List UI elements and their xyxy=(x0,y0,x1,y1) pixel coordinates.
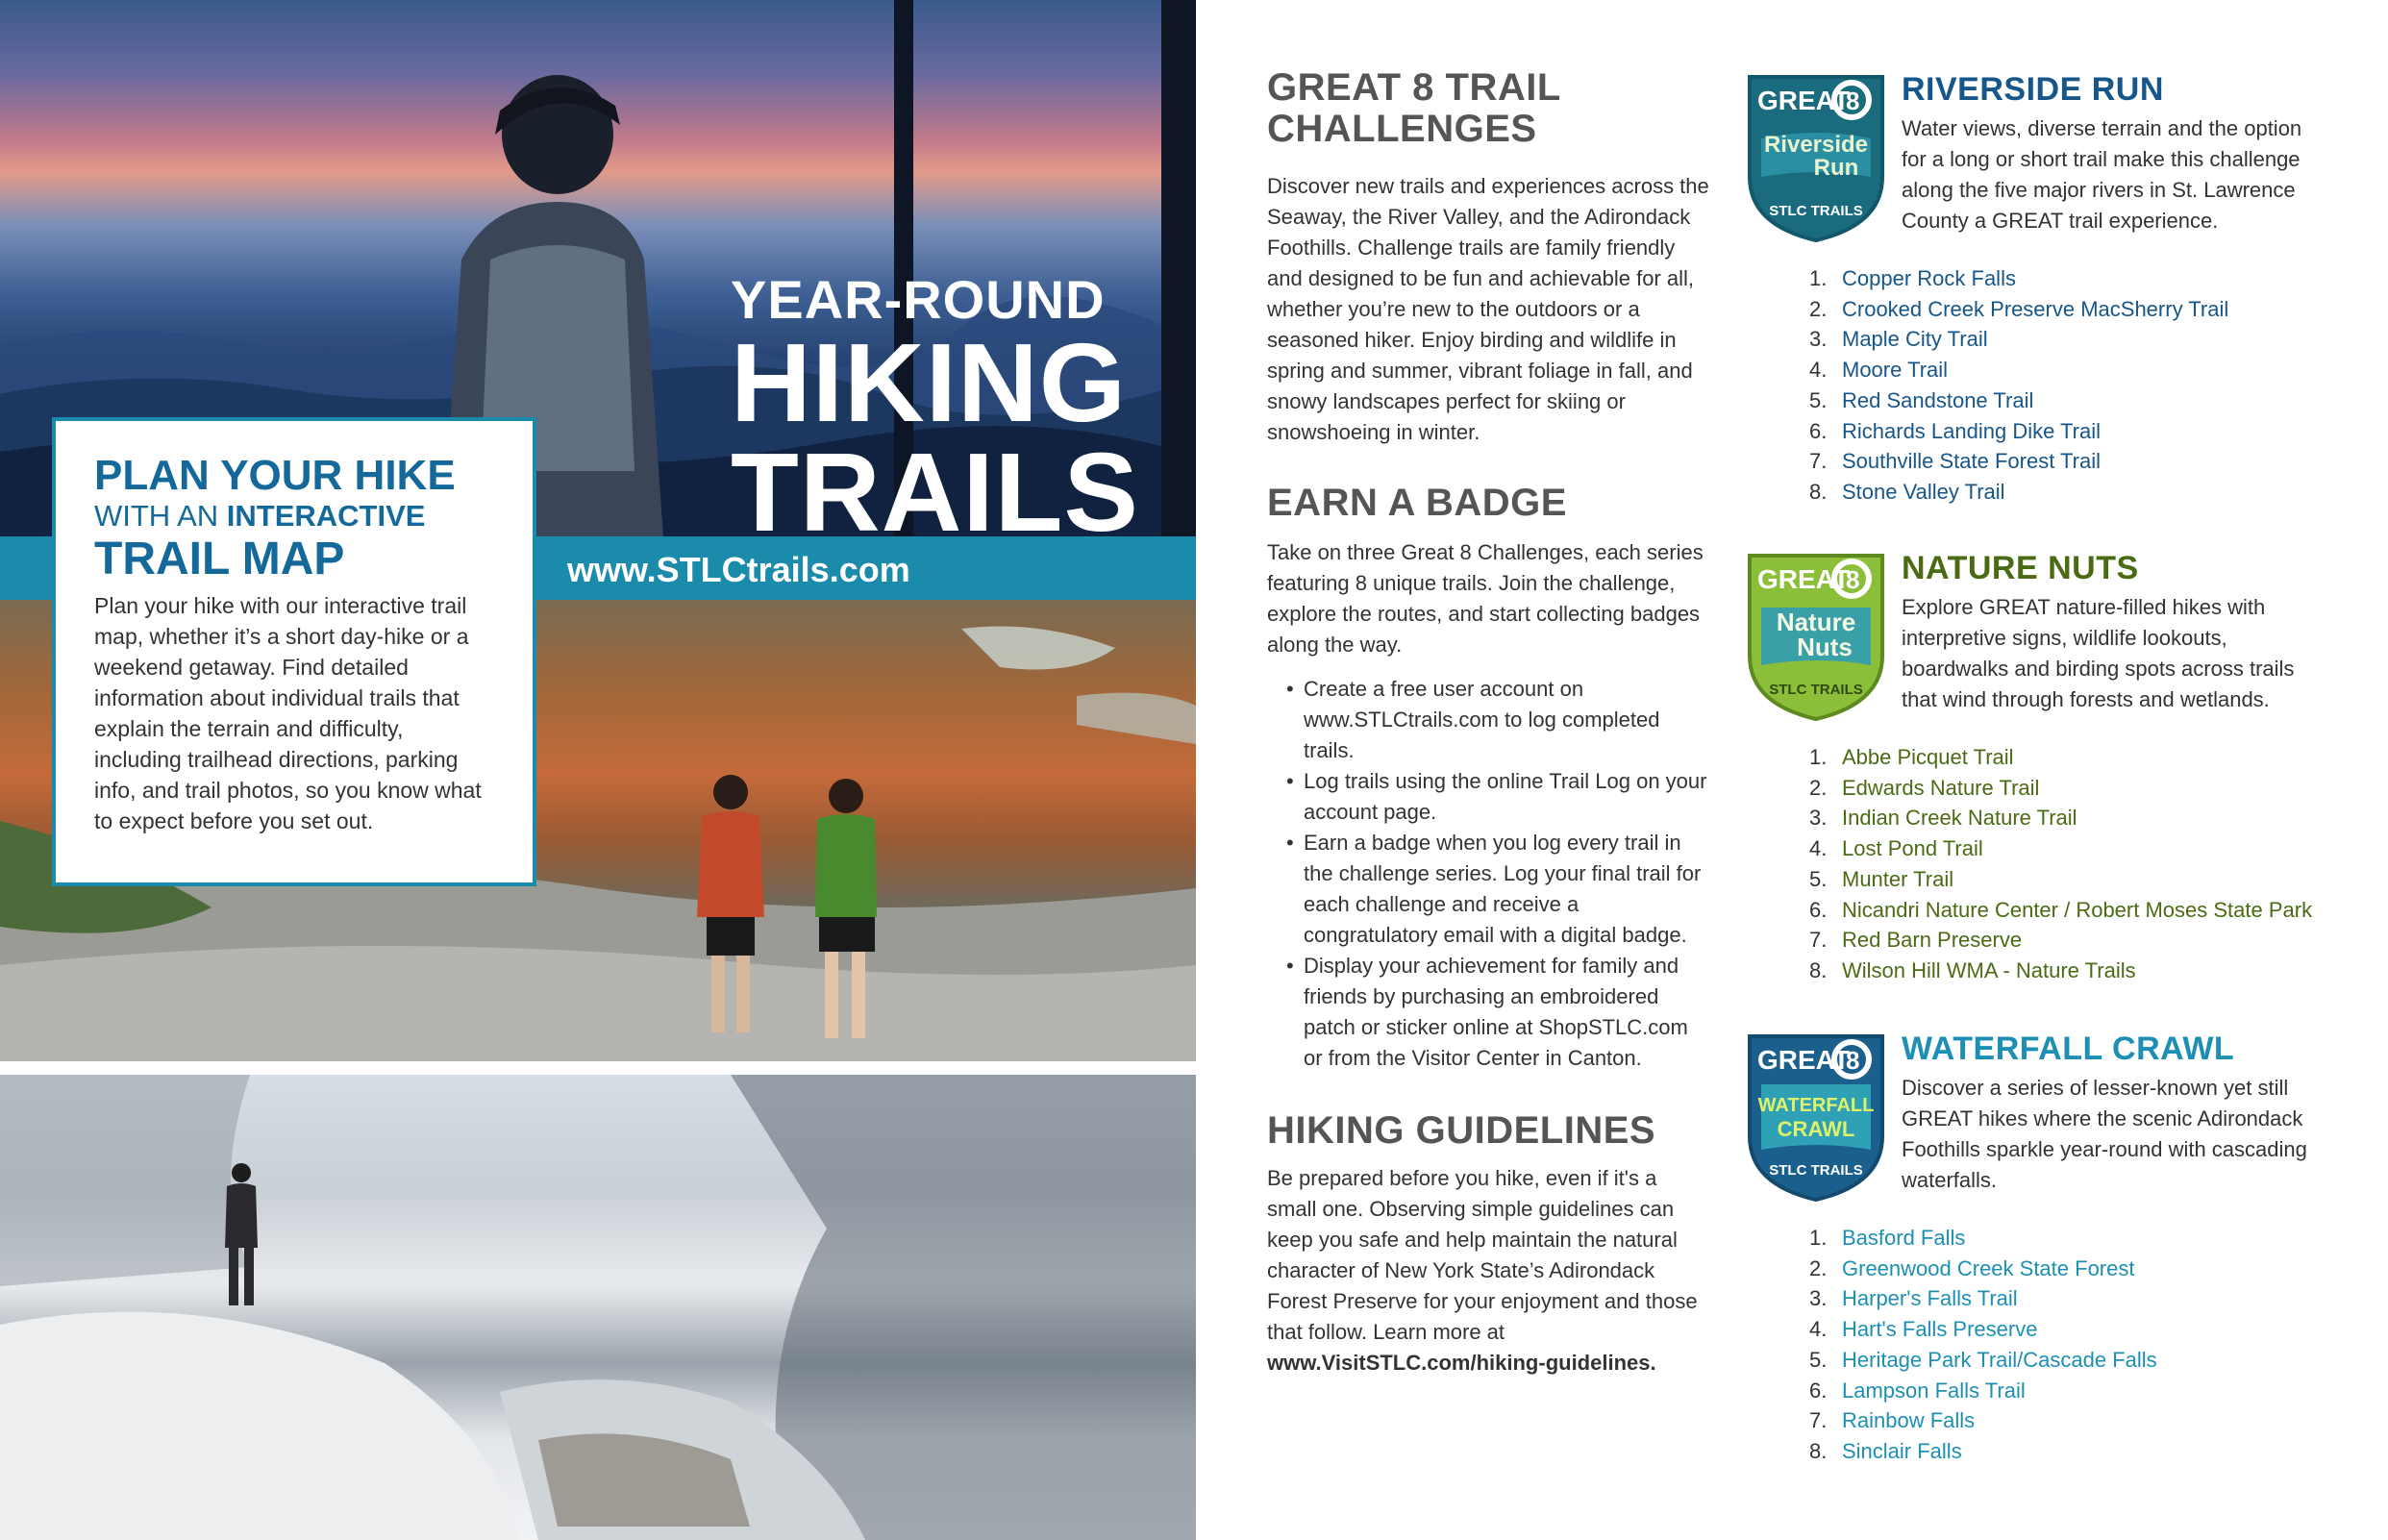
badge-text-top: GREAT xyxy=(1757,1045,1850,1075)
waterfall-crawl-description: Discover a series of lesser-known yet still GREAT hikes where the scenic Adirondack Foothills sparkle year-round with cascading waterfalls. xyxy=(1902,1076,2307,1192)
plan-subheading xyxy=(94,498,494,534)
website-url-link[interactable]: www.STLCtrails.com xyxy=(567,550,910,589)
list-item: • Display your achievement for family and friends by purchasing an embroidered patch or sticker online at ShopSTLC.com or from the Visitor Center in Canton. xyxy=(1267,951,1709,1074)
hiking-guidelines-link[interactable]: www.VisitSTLC.com/hiking-guidelines. xyxy=(1267,1351,1656,1375)
photo-divider xyxy=(0,1061,1196,1075)
great8-title-line2: CHALLENGES xyxy=(1267,108,1537,150)
hiking-guidelines-title: HIKING GUIDELINES xyxy=(1267,1109,1656,1152)
nature-nuts-badge-icon xyxy=(1744,550,1888,723)
trail-name[interactable]: Nicandri Nature Center / Robert Moses State Park xyxy=(1842,897,2313,922)
info-column xyxy=(1267,67,1709,1379)
badge-name-line2: Nuts xyxy=(1797,633,1853,661)
list-item[interactable]: 5. Heritage Park Trail/Cascade Falls xyxy=(1809,1347,2157,1372)
trail-name[interactable]: Moore Trail xyxy=(1842,358,1949,383)
hikers-figures xyxy=(673,773,923,1061)
trail-name[interactable]: Richards Landing Dike Trail xyxy=(1842,418,2102,443)
trail-name[interactable]: Crooked Creek Preserve MacSherry Trail xyxy=(1842,296,2229,321)
badge-number: 8 xyxy=(1846,87,1860,115)
great8-title-line1: GREAT 8 TRAIL xyxy=(1267,66,1561,109)
trail-name[interactable]: Wilson Hill WMA - Nature Trails xyxy=(1842,957,2136,982)
riverside-run-badge-icon xyxy=(1744,71,1888,244)
riverside-run-trail-list xyxy=(1809,263,2228,508)
plan-body-text: Plan your hike with our interactive trail map, whether it’s a short day-hike or a weekend getaway. Find detailed information about individual trails that explain the terrain and difficulty, including trailhead directions, parking info, and trail photos, so you know what to expect before you set out. xyxy=(94,593,482,833)
trail-name[interactable]: Lost Pond Trail xyxy=(1842,836,1983,861)
great8-body: Discover new trails and experiences across the Seaway, the River Valley, and the Adirondack Foothills. Challenge trails are family friendly and designed to be fun and achievable for all, whether you’re new to the outdoors or a seasoned hiker. Enjoy birding and wildlife in spring and summer, vibrant foliage in fall, and snowy landscapes perfect for skiing or snowshoeing in winter. xyxy=(1267,174,1709,444)
list-item[interactable]: 2. Edwards Nature Trail xyxy=(1809,775,2040,800)
challenge-riverside-run xyxy=(1744,71,2359,513)
nature-nuts-trail-list xyxy=(1809,742,2312,986)
trail-name[interactable]: Red Barn Preserve xyxy=(1842,928,2023,953)
challenge-waterfall-crawl xyxy=(1744,1031,2359,1473)
trail-name[interactable]: Red Sandstone Trail xyxy=(1842,387,2034,412)
badge-name-line1: Riverside xyxy=(1763,132,1869,158)
list-item[interactable]: 1. Copper Rock Falls xyxy=(1809,266,2016,290)
trail-name[interactable]: Harper's Falls Trail xyxy=(1842,1286,2018,1311)
list-item[interactable]: 4. Moore Trail xyxy=(1809,358,1949,383)
list-item[interactable]: 1. Basford Falls xyxy=(1809,1226,1966,1250)
list-item[interactable]: 4. Hart's Falls Preserve xyxy=(1809,1317,2038,1342)
badge-name-line2: Run xyxy=(1813,155,1859,181)
waterfall-crawl-trail-list xyxy=(1809,1223,2157,1467)
trail-name[interactable]: Stone Valley Trail xyxy=(1842,479,2005,504)
trail-name[interactable]: Abbe Picquet Trail xyxy=(1842,745,2014,769)
list-item[interactable]: 8. Sinclair Falls xyxy=(1809,1438,1962,1463)
badge-number: 8 xyxy=(1846,1046,1860,1075)
badge-number: 8 xyxy=(1846,565,1860,594)
list-item[interactable]: 7. Southville State Forest Trail xyxy=(1809,449,2102,474)
hero-title-line2: HIKING xyxy=(731,320,1127,445)
list-item[interactable]: 6. Nicandri Nature Center / Robert Moses State Park xyxy=(1809,897,2313,922)
window-frame xyxy=(1161,0,1196,536)
earn-badge-title: EARN A BADGE xyxy=(1267,482,1567,524)
trail-name[interactable]: Heritage Park Trail/Cascade Falls xyxy=(1842,1347,2157,1372)
list-item[interactable]: 8. Wilson Hill WMA - Nature Trails xyxy=(1809,957,2136,982)
trail-name[interactable]: Greenwood Creek State Forest xyxy=(1842,1255,2135,1280)
trail-name[interactable]: Indian Creek Nature Trail xyxy=(1842,806,2077,831)
badge-name-line1: Nature xyxy=(1776,608,1856,636)
trail-name[interactable]: Edwards Nature Trail xyxy=(1842,775,2040,800)
list-item[interactable]: 6. Richards Landing Dike Trail xyxy=(1809,418,2102,443)
trail-name[interactable]: Southville State Forest Trail xyxy=(1842,449,2102,474)
trail-name[interactable]: Copper Rock Falls xyxy=(1842,266,2016,290)
trail-name[interactable]: Basford Falls xyxy=(1842,1226,1966,1250)
challenge-nature-nuts xyxy=(1744,550,2359,992)
waterfall-crawl-badge-icon xyxy=(1744,1031,1888,1204)
list-item[interactable]: 5. Munter Trail xyxy=(1809,866,1954,891)
great8-title xyxy=(1267,67,1709,150)
list-item[interactable]: 7. Red Barn Preserve xyxy=(1809,928,2023,953)
list-item[interactable]: 7. Rainbow Falls xyxy=(1809,1408,1976,1433)
hero-title-line3: TRAILS xyxy=(731,430,1139,555)
waterfall-crawl-title: WATERFALL CRAWL xyxy=(1902,1031,2235,1067)
nature-nuts-description: Explore GREAT nature-filled hikes with interpretive signs, wildlife lookouts, boardwalks and birding spots across trails that wind through forests and wetlands. xyxy=(1902,595,2295,711)
hiker-on-rock xyxy=(217,1161,265,1315)
plan-subheading-bold: INTERACTIVE xyxy=(226,499,426,533)
list-item[interactable]: 2. Greenwood Creek State Forest xyxy=(1809,1255,2135,1280)
trail-name[interactable]: Rainbow Falls xyxy=(1842,1408,1976,1433)
list-item[interactable]: 1. Abbe Picquet Trail xyxy=(1809,745,2014,769)
list-item: • Create a free user account on www.STLCtrails.com to log completed trails. xyxy=(1267,674,1709,766)
trail-name[interactable]: Maple City Trail xyxy=(1842,327,1988,352)
hiking-guidelines-text: Be prepared before you hike, even if it's a small one. Observing simple guidelines can keep you safe and help maintain the natural character of New York State’s Adirondack Forest Preserve for your enjoyment and those that follow. Learn more at xyxy=(1267,1166,1698,1344)
list-item[interactable]: 8. Stone Valley Trail xyxy=(1809,479,2005,504)
badge-name-line1: WATERFALL xyxy=(1757,1095,1875,1116)
winter-waterfall-photo xyxy=(0,1075,1196,1540)
list-item[interactable]: 2. Crooked Creek Preserve MacSherry Trail xyxy=(1809,296,2229,321)
hiking-guidelines-body xyxy=(1267,1163,1709,1379)
hero-title xyxy=(731,269,1144,555)
badge-text-bottom: STLC TRAILS xyxy=(1769,682,1863,698)
winter-landscape xyxy=(0,1075,1196,1540)
plan-heading: PLAN YOUR HIKE xyxy=(94,452,456,499)
nature-nuts-title: NATURE NUTS xyxy=(1902,550,2139,586)
list-item[interactable]: 5. Red Sandstone Trail xyxy=(1809,387,2034,412)
trail-name[interactable]: Sinclair Falls xyxy=(1842,1438,1962,1463)
badge-text-top: GREAT xyxy=(1757,564,1850,594)
badge-text-top: GREAT xyxy=(1757,86,1850,115)
riverside-run-description: Water views, diverse terrain and the option for a long or short trail make this challenge along the five major rivers in St. Lawrence County a GREAT trail experience. xyxy=(1902,116,2302,233)
trail-name[interactable]: Lampson Falls Trail xyxy=(1842,1378,2026,1403)
hero-title-line1: YEAR-ROUND xyxy=(731,269,1106,330)
plan-subheading-prefix: WITH AN xyxy=(94,499,227,533)
badge-text-bottom: STLC TRAILS xyxy=(1769,1162,1863,1179)
earn-badge-list xyxy=(1267,674,1709,1074)
riverside-run-title: RIVERSIDE RUN xyxy=(1902,71,2164,108)
list-item: • Log trails using the online Trail Log on your account page. xyxy=(1267,766,1709,828)
badge-text-bottom: STLC TRAILS xyxy=(1769,203,1863,219)
plan-trail-map-heading: TRAIL MAP xyxy=(94,534,345,584)
list-item[interactable]: 3. Maple City Trail xyxy=(1809,327,1988,352)
badge-name-line2: CRAWL xyxy=(1777,1117,1855,1141)
list-item[interactable]: 6. Lampson Falls Trail xyxy=(1809,1378,2026,1403)
trail-name[interactable]: Munter Trail xyxy=(1842,866,1954,891)
list-item: • Earn a badge when you log every trail in the challenge series. Log your final trail for each challenge and receive a congratulatory email with a digital badge. xyxy=(1267,828,1709,951)
plan-your-hike-card xyxy=(56,421,533,882)
list-item[interactable]: 4. Lost Pond Trail xyxy=(1809,836,1983,861)
list-item[interactable]: 3. Harper's Falls Trail xyxy=(1809,1286,2018,1311)
list-item[interactable]: 3. Indian Creek Nature Trail xyxy=(1809,806,2077,831)
trail-name[interactable]: Hart's Falls Preserve xyxy=(1842,1317,2038,1342)
earn-badge-intro: Take on three Great 8 Challenges, each series featuring 8 unique trails. Join the challenge, explore the routes, and start collecting badges along the way. xyxy=(1267,540,1704,657)
